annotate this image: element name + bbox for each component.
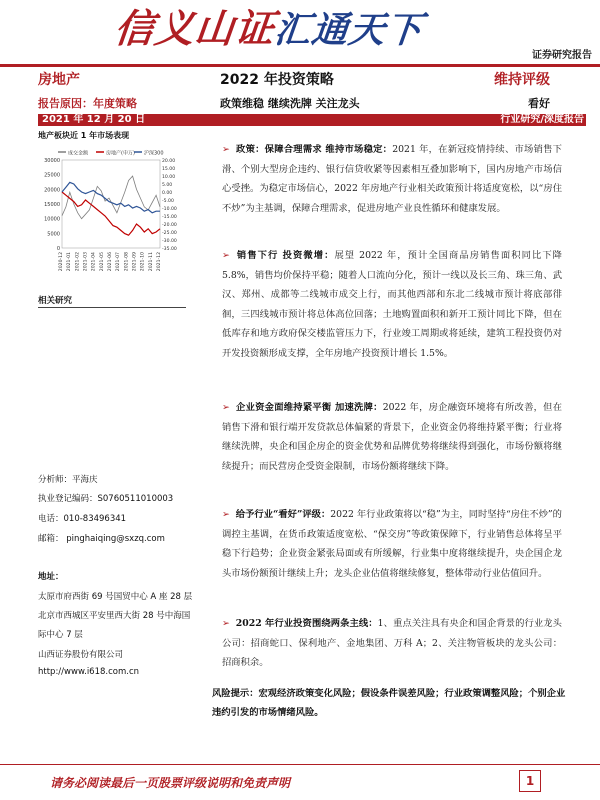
y-right-tick-label: 0.00 bbox=[162, 191, 173, 196]
plot-frame bbox=[62, 160, 160, 248]
y-left-tick-label: 30000 bbox=[44, 158, 60, 164]
section-policy-body: 2021 年，在新冠疫情持续、市场销售下滑、个别大型房企违约、银行信贷收紧等因素相互叠加影响下，国内房地产市场信心受挫。为稳定市场信心，2022 年房地产行业相关政策预计将适度宽松，以“房住不炒”为主基调，保障合理需求，促进房地产业良性循环和健康发展。 bbox=[222, 144, 562, 214]
rating-view: 看好 bbox=[528, 97, 550, 110]
address-label: 地址： bbox=[38, 572, 64, 582]
y-left-tick-label: 5000 bbox=[47, 231, 60, 238]
series-line-3 bbox=[62, 182, 160, 212]
x-tick-label: 2021-11 bbox=[148, 252, 154, 272]
y-right-tick-label: 5.00 bbox=[162, 183, 173, 188]
report-title: 2022 年投资策略 bbox=[220, 72, 334, 88]
bullet-arrow-icon: ➢ bbox=[222, 402, 230, 413]
y-left-tick-label: 10000 bbox=[44, 216, 60, 223]
report-date: 2021 年 12 月 20 日 bbox=[42, 114, 146, 125]
y-right-tick-label: -30.00 bbox=[162, 239, 177, 244]
analyst-name: 分析师：平海庆 bbox=[38, 475, 98, 485]
section-rating-body: 2022 年行业政策将以“稳”为主，同时坚持“房住不炒”的调控主基调，在货币政策适度宽松、“保交房”等政策保障下，行业销售总体将呈平稳下行趋势；企业资金紧张局面或有所缓解，行业集中度将继续提升，央企国企龙头市场份额预计继续上升；龙头企业估值将继续修复，整体带动行业估值回升。 bbox=[222, 509, 562, 579]
legend-label: 成交金额 bbox=[68, 150, 89, 157]
series-line-1 bbox=[62, 176, 160, 219]
related-research-title: 相关研究 bbox=[38, 296, 73, 306]
bullet-arrow-icon: ➢ bbox=[222, 250, 230, 261]
x-tick-label: 2021-02 bbox=[75, 252, 81, 272]
section-funding-body: 2022 年，房企融资环境将有所改善，但在销售下滑和银行端开发贷款总体偏紧的背景下，企业资金仍将维持紧平衡；行业将继续洗牌，央企和国企房企的资金优势和品牌优势将继续得到强化，市场份额将继续提升；而民营房企受资金限制，市场份额将继续下降。 bbox=[222, 402, 562, 472]
y-right-tick-label: -5.00 bbox=[162, 199, 174, 204]
bullet-arrow-icon: ➢ bbox=[222, 618, 230, 629]
x-tick-label: 2021-09 bbox=[132, 252, 138, 272]
x-tick-label: 2021-04 bbox=[91, 252, 97, 272]
section-sales-body: 展望 2022 年，预计全国商品房销售面积同比下降 5.8%，销售均价保持平稳；随着人口流向分化，预计一线以及长三角、珠三角、武汉、郑州、成都等二线城市成交上行，而其他西部和东北二线城市预计将底部徘徊，三四线城市预计将总体高位回落；土地购置面积和新开工预计同比下降，但在低库存和地方政府保交楼监管压力下，行业竣工周期或将延续，建筑工程投资仍对开发投资额形成支撑，全年房地产投资预计增长 1.5%。 bbox=[222, 250, 562, 359]
section-funding-lead: 企业资金面维持紧平衡 加速洗牌： bbox=[235, 402, 383, 413]
y-right-tick-label: -35.00 bbox=[162, 247, 177, 252]
header-slogan bbox=[112, 0, 426, 54]
x-tick-label: 2021-01 bbox=[67, 252, 73, 272]
address-beijing-line2: 际中心 7 层 bbox=[38, 630, 83, 640]
address-beijing-line1: 北京市西城区平安里西大街 28 号中海国 bbox=[38, 611, 191, 621]
section-policy bbox=[222, 140, 562, 218]
bullet-arrow-icon: ➢ bbox=[222, 144, 230, 155]
x-tick-label: 2020-12 bbox=[59, 252, 64, 272]
phone-number: 电话：010-83496341 bbox=[38, 514, 127, 524]
report-reason: 报告原因：年度策略 bbox=[38, 97, 137, 110]
y-right-tick-label: 10.00 bbox=[162, 175, 176, 180]
y-right-tick-label: 20.00 bbox=[162, 159, 176, 164]
y-right-tick-label: -20.00 bbox=[162, 223, 177, 228]
address-taiyuan: 太原市府西街 69 号国贸中心 A 座 28 层 bbox=[38, 592, 193, 602]
related-divider bbox=[38, 307, 186, 308]
x-tick-label: 2021-06 bbox=[108, 252, 113, 272]
rating-label: 维持评级 bbox=[494, 72, 550, 88]
company-website[interactable]: http://www.i618.com.cn bbox=[38, 667, 140, 677]
section-sales-lead: 销售下行 投资微增： bbox=[235, 250, 335, 261]
section-policy-lead: 政策：保障合理需求 维持市场稳定： bbox=[235, 144, 393, 155]
y-right-tick-label: -10.00 bbox=[162, 207, 177, 212]
sector-title: 房地产 bbox=[38, 72, 80, 88]
chart-title: 地产板块近 1 年市场表现 bbox=[38, 131, 130, 140]
y-left-tick-label: 20000 bbox=[44, 187, 60, 194]
license-number: 执业登记编码：S0760511010003 bbox=[38, 494, 174, 504]
company-name: 山西证券股份有限公司 bbox=[38, 650, 124, 660]
x-tick-label: 2021-05 bbox=[99, 252, 105, 272]
section-rating-lead: 给予行业“看好”评级： bbox=[235, 509, 331, 520]
y-left-tick-label: 0 bbox=[56, 246, 60, 252]
section-mainlines-body: 1、重点关注具有央企和国企背景的行业龙头公司：招商蛇口、保利地产、金地集团、万科 A；2、关注物管板块的龙头公司：招商积余。 bbox=[222, 618, 562, 669]
section-sales bbox=[222, 246, 562, 364]
footer-divider bbox=[0, 764, 600, 765]
report-subtitle: 政策维稳 继续洗牌 关注龙头 bbox=[220, 97, 360, 110]
section-rating bbox=[222, 505, 562, 583]
report-org-label: 证券研究报告 bbox=[532, 50, 592, 61]
section-mainlines-lead: 2022 年行业投资围绕两条主线： bbox=[235, 618, 378, 629]
slogan-part2: 汇通天下 bbox=[272, 9, 425, 51]
slogan-part1: 信义山证 bbox=[112, 6, 278, 52]
y-right-tick-label: -15.00 bbox=[162, 215, 177, 220]
footer-disclaimer[interactable]: 请务必阅读最后一页股票评级说明和免责声明 bbox=[50, 776, 291, 790]
legend-label: 房地产(申万) bbox=[106, 150, 135, 157]
market-performance-chart bbox=[38, 146, 186, 278]
section-funding bbox=[222, 398, 562, 476]
x-tick-label: 2021-10 bbox=[140, 252, 146, 272]
report-category: 行业研究/深度报告 bbox=[500, 114, 584, 125]
header-divider bbox=[0, 64, 600, 67]
y-right-tick-label: 15.00 bbox=[162, 167, 176, 172]
email-address[interactable]: 邮箱： pinghaiqing@sxzq.com bbox=[38, 534, 165, 544]
y-left-tick-label: 15000 bbox=[44, 202, 60, 208]
y-right-tick-label: -25.00 bbox=[162, 231, 177, 236]
x-tick-label: 2021-08 bbox=[124, 252, 130, 272]
y-left-tick-label: 25000 bbox=[44, 172, 60, 179]
page-number: 1 bbox=[519, 770, 541, 792]
legend-label: 沪深300 bbox=[144, 150, 164, 157]
chart-svg bbox=[38, 146, 186, 278]
risk-warning: 风险提示：宏观经济政策变化风险；假设条件误差风险；行业政策调整风险；个别企业违约引发的市场情绪风险。 bbox=[212, 688, 566, 718]
x-tick-label: 2021-12 bbox=[157, 252, 162, 272]
x-tick-label: 2021-03 bbox=[83, 252, 89, 272]
bullet-arrow-icon: ➢ bbox=[222, 509, 230, 520]
section-mainlines bbox=[222, 614, 562, 673]
series-line-2 bbox=[62, 192, 160, 235]
x-tick-label: 2021-07 bbox=[116, 252, 122, 272]
